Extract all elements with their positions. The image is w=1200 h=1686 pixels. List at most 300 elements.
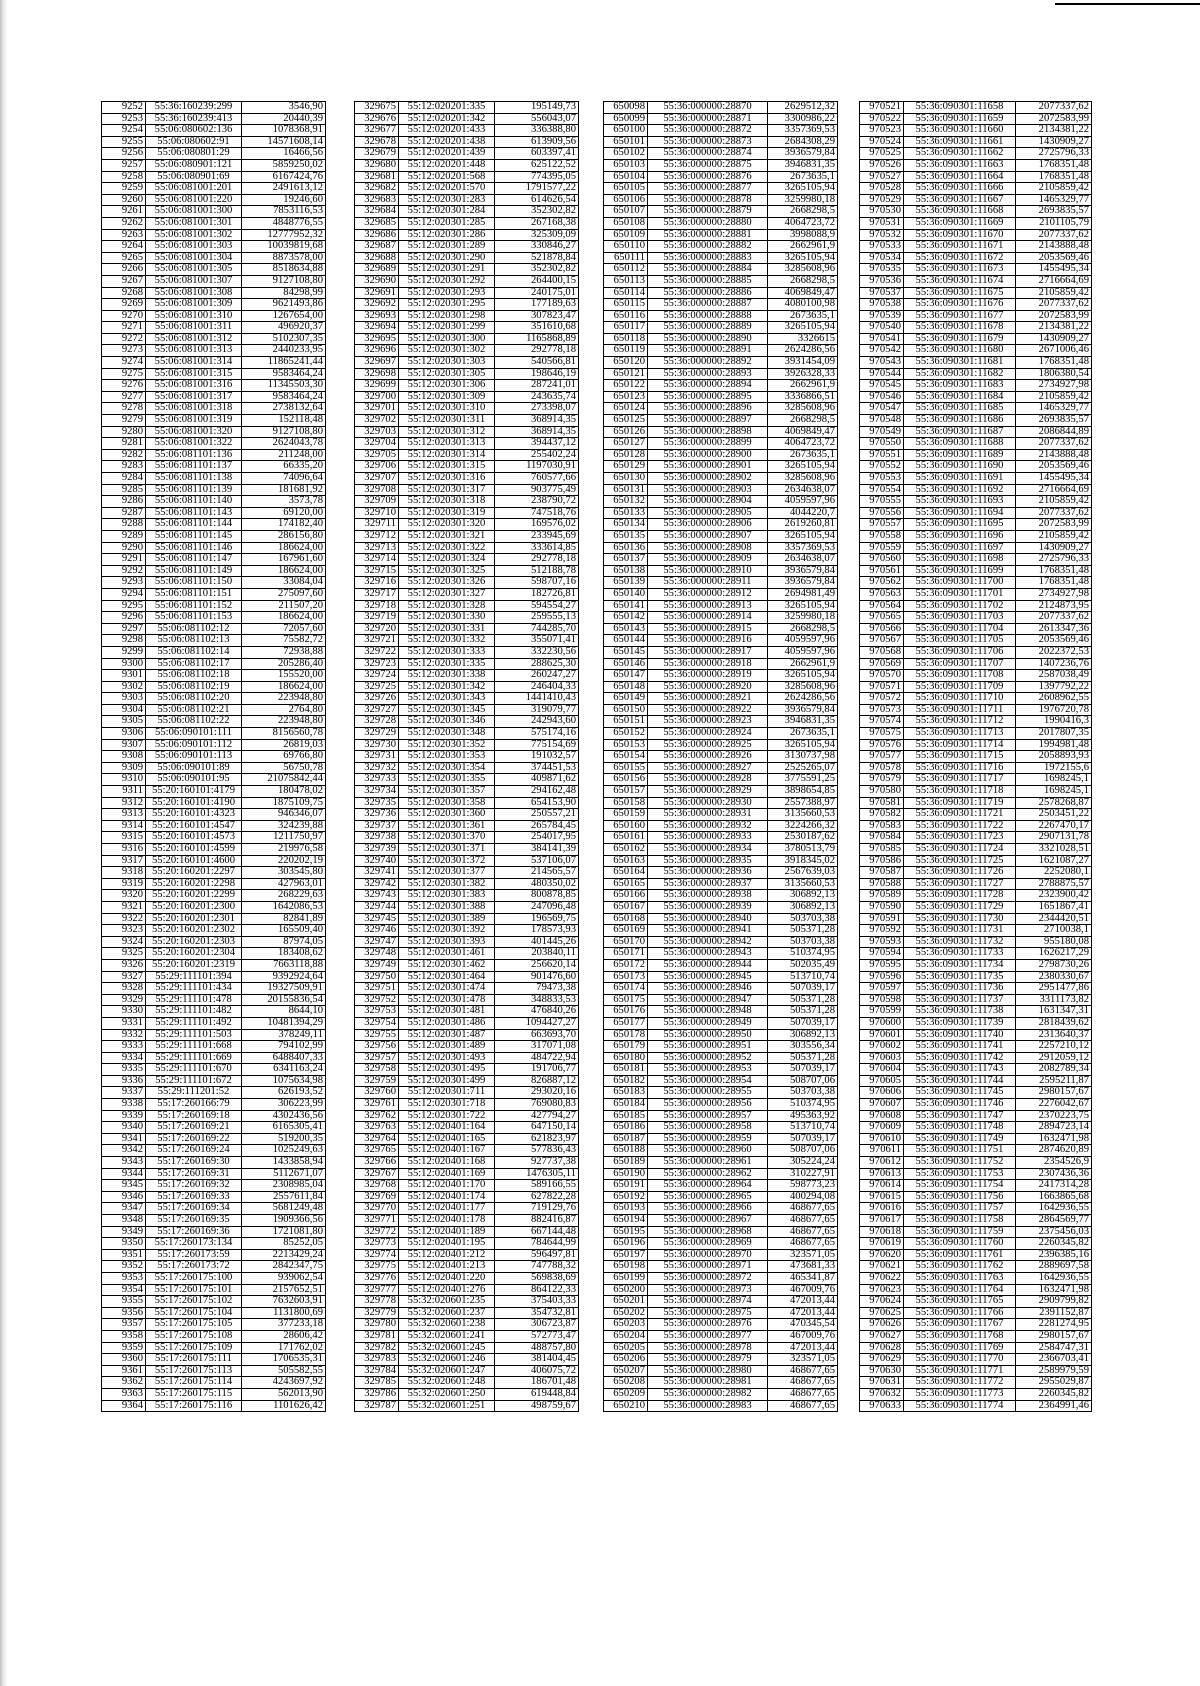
value-cell: 2072583,99	[1016, 113, 1092, 125]
cadastral-number-cell: 55:36:000000:28973	[648, 1284, 768, 1296]
table-row	[355, 530, 579, 542]
value-cell: 747788,32	[495, 1261, 579, 1273]
row-number-cell: 9324	[102, 936, 146, 948]
table-row	[604, 113, 838, 125]
cadastral-number-cell: 55:20:160101:4323	[146, 809, 242, 821]
value-cell: 275097,60	[242, 588, 326, 600]
row-number-cell: 9319	[102, 878, 146, 890]
table-row	[102, 959, 326, 971]
table-row	[102, 241, 326, 253]
row-number-cell: 970599	[860, 1006, 904, 1018]
cadastral-number-cell: 55:36:000000:28948	[648, 1006, 768, 1018]
value-cell: 794102,99	[242, 1041, 326, 1053]
value-cell: 268229,63	[242, 890, 326, 902]
value-cell: 1768351,48	[1016, 357, 1092, 369]
row-number-cell: 650104	[604, 171, 648, 183]
value-cell: 927737,38	[495, 1157, 579, 1169]
value-cell: 2082789,34	[1016, 1064, 1092, 1076]
cadastral-number-cell: 55:20:160201:2319	[146, 959, 242, 971]
value-cell: 2734927,98	[1016, 588, 1092, 600]
row-number-cell: 970577	[860, 751, 904, 763]
row-number-cell: 329677	[355, 125, 399, 137]
cadastral-number-cell: 55:12:020301:333	[399, 646, 495, 658]
table-row	[355, 577, 579, 589]
table-row	[102, 275, 326, 287]
cadastral-number-cell: 55:36:090301:11673	[904, 264, 1016, 276]
cadastral-number-cell: 55:36:090301:11766	[904, 1307, 1016, 1319]
cadastral-number-cell: 55:12:020301:299	[399, 322, 495, 334]
value-cell: 2894723,14	[1016, 1122, 1092, 1134]
cadastral-number-cell: 55:36:090301:11699	[904, 565, 1016, 577]
row-number-cell: 970555	[860, 496, 904, 508]
table-row	[102, 681, 326, 693]
table-row	[102, 658, 326, 670]
cadastral-number-cell: 55:36:000000:28911	[648, 577, 768, 589]
row-number-cell: 650173	[604, 971, 648, 983]
table-row	[604, 275, 838, 287]
row-number-cell: 9358	[102, 1330, 146, 1342]
value-cell: 2157652,51	[242, 1284, 326, 1296]
value-cell: 1976720,78	[1016, 704, 1092, 716]
value-cell: 211248,00	[242, 449, 326, 461]
row-number-cell: 329772	[355, 1226, 399, 1238]
value-cell: 354732,81	[495, 1307, 579, 1319]
table-row	[860, 1354, 1092, 1366]
table-row	[355, 635, 579, 647]
row-number-cell: 650195	[604, 1226, 648, 1238]
value-cell: 468677,65	[768, 1226, 838, 1238]
row-number-cell: 9296	[102, 612, 146, 624]
table-row	[604, 415, 838, 427]
table-row	[355, 1075, 579, 1087]
value-cell: 3780513,79	[768, 844, 838, 856]
cadastral-number-cell: 55:36:090301:11688	[904, 438, 1016, 450]
cadastral-number-cell: 55:29:111101:478	[146, 994, 242, 1006]
value-cell: 826887,12	[495, 1075, 579, 1087]
row-number-cell: 9320	[102, 890, 146, 902]
value-cell: 265784,45	[495, 820, 579, 832]
table-body	[102, 102, 326, 1412]
value-cell: 1455495,34	[1016, 264, 1092, 276]
row-number-cell: 650126	[604, 426, 648, 438]
table-row	[355, 1191, 579, 1203]
table-row	[102, 357, 326, 369]
cadastral-number-cell: 55:12:020301:462	[399, 959, 495, 971]
table-row	[604, 1006, 838, 1018]
table-row	[355, 1296, 579, 1308]
table-row	[604, 1157, 838, 1169]
value-cell: 8644,10	[242, 1006, 326, 1018]
table-row	[860, 1330, 1092, 1342]
value-cell: 2662961,9	[768, 658, 838, 670]
cadastral-number-cell: 55:17:260169:32	[146, 1180, 242, 1192]
top-rule	[1055, 3, 1200, 5]
cadastral-number-cell: 55:36:090301:11739	[904, 1017, 1016, 1029]
cadastral-number-cell: 55:36:000000:28978	[648, 1342, 768, 1354]
value-cell: 3265105,94	[768, 322, 838, 334]
cadastral-number-cell: 55:36:000000:28880	[648, 217, 768, 229]
value-cell: 2313640,37	[1016, 1029, 1092, 1041]
row-number-cell: 650160	[604, 820, 648, 832]
value-cell: 3357369,53	[768, 125, 838, 137]
row-number-cell: 650115	[604, 299, 648, 311]
value-cell: 2072583,99	[1016, 519, 1092, 531]
value-cell: 2634638,07	[768, 484, 838, 496]
row-number-cell: 970534	[860, 252, 904, 264]
row-number-cell: 9309	[102, 762, 146, 774]
row-number-cell: 970570	[860, 670, 904, 682]
value-cell: 2077337,62	[1016, 229, 1092, 241]
value-cell: 4243697,92	[242, 1377, 326, 1389]
cadastral-number-cell: 55:36:000000:28955	[648, 1087, 768, 1099]
value-cell: 1909366,56	[242, 1215, 326, 1227]
row-number-cell: 9307	[102, 739, 146, 751]
table-row	[860, 948, 1092, 960]
row-number-cell: 970591	[860, 913, 904, 925]
value-cell: 177189,63	[495, 299, 579, 311]
row-number-cell: 650194	[604, 1215, 648, 1227]
value-cell: 647150,14	[495, 1122, 579, 1134]
cadastral-number-cell: 55:36:000000:28929	[648, 786, 768, 798]
value-cell: 427963,01	[242, 878, 326, 890]
table-row	[860, 1272, 1092, 1284]
row-number-cell: 970522	[860, 113, 904, 125]
value-cell: 626193,52	[242, 1087, 326, 1099]
row-number-cell: 650108	[604, 217, 648, 229]
value-cell: 784644,99	[495, 1238, 579, 1250]
row-number-cell: 329785	[355, 1377, 399, 1389]
cadastral-number-cell: 55:12:020301:377	[399, 867, 495, 879]
row-number-cell: 329757	[355, 1052, 399, 1064]
table-row	[604, 948, 838, 960]
table-row	[604, 530, 838, 542]
table-row	[355, 751, 579, 763]
value-cell: 2668298,5	[768, 206, 838, 218]
table-row	[355, 704, 579, 716]
table-row	[355, 426, 579, 438]
table-row	[355, 1226, 579, 1238]
value-cell: 468677,65	[768, 1215, 838, 1227]
row-number-cell: 970529	[860, 194, 904, 206]
row-number-cell: 9253	[102, 113, 146, 125]
cadastral-number-cell: 55:36:000000:28938	[648, 890, 768, 902]
value-cell: 508707,06	[768, 1075, 838, 1087]
cadastral-number-cell: 55:36:090301:11685	[904, 403, 1016, 415]
value-cell: 2907131,78	[1016, 832, 1092, 844]
value-cell: 2124873,95	[1016, 600, 1092, 612]
table-row	[860, 959, 1092, 971]
cadastral-number-cell: 55:36:000000:28980	[648, 1365, 768, 1377]
table-row	[604, 693, 838, 705]
row-number-cell: 329760	[355, 1087, 399, 1099]
cadastral-number-cell: 55:36:000000:28951	[648, 1041, 768, 1053]
row-number-cell: 650188	[604, 1145, 648, 1157]
value-cell: 21075842,44	[242, 774, 326, 786]
value-cell: 2105859,42	[1016, 391, 1092, 403]
table-row	[355, 287, 579, 299]
value-cell: 2491613,12	[242, 183, 326, 195]
row-number-cell: 9360	[102, 1354, 146, 1366]
table-row	[102, 125, 326, 137]
row-number-cell: 650131	[604, 484, 648, 496]
row-number-cell: 329712	[355, 530, 399, 542]
row-number-cell: 970523	[860, 125, 904, 137]
cadastral-number-cell: 55:36:000000:28897	[648, 415, 768, 427]
cadastral-number-cell: 55:36:090301:11728	[904, 890, 1016, 902]
table-row	[102, 159, 326, 171]
table-row	[355, 681, 579, 693]
cadastral-number-cell: 55:36:090301:11742	[904, 1052, 1016, 1064]
cadastral-number-cell: 55:36:000000:28946	[648, 983, 768, 995]
table-row	[860, 113, 1092, 125]
value-cell: 186624,00	[242, 565, 326, 577]
table-row	[355, 623, 579, 635]
cadastral-number-cell: 55:12:020301:328	[399, 600, 495, 612]
cadastral-number-cell: 55:36:000000:28879	[648, 206, 768, 218]
cadastral-number-cell: 55:12:020301:314	[399, 449, 495, 461]
row-number-cell: 970586	[860, 855, 904, 867]
row-number-cell: 329675	[355, 102, 399, 114]
row-number-cell: 329780	[355, 1319, 399, 1331]
value-cell: 5681249,48	[242, 1203, 326, 1215]
value-cell: 183408,62	[242, 948, 326, 960]
row-number-cell: 650106	[604, 194, 648, 206]
value-cell: 2567639,03	[768, 867, 838, 879]
value-cell: 324239,88	[242, 820, 326, 832]
value-cell: 747518,76	[495, 507, 579, 519]
table-row	[860, 299, 1092, 311]
row-number-cell: 329752	[355, 994, 399, 1006]
row-number-cell: 9350	[102, 1238, 146, 1250]
row-number-cell: 9337	[102, 1087, 146, 1099]
cadastral-number-cell: 55:20:160101:4190	[146, 797, 242, 809]
row-number-cell: 970620	[860, 1249, 904, 1261]
row-number-cell: 970616	[860, 1203, 904, 1215]
cadastral-number-cell: 55:36:000000:28960	[648, 1145, 768, 1157]
row-number-cell: 970631	[860, 1377, 904, 1389]
table-row	[604, 646, 838, 658]
row-number-cell: 329753	[355, 1006, 399, 1018]
table-row	[102, 774, 326, 786]
value-cell: 223948,80	[242, 716, 326, 728]
cadastral-number-cell: 55:36:000000:28905	[648, 507, 768, 519]
table-row	[604, 809, 838, 821]
row-number-cell: 9355	[102, 1296, 146, 1308]
cadastral-number-cell: 55:36:000000:28913	[648, 600, 768, 612]
table-row	[604, 333, 838, 345]
row-number-cell: 650185	[604, 1110, 648, 1122]
value-cell: 1197030,91	[495, 461, 579, 473]
table-body	[604, 102, 838, 1412]
row-number-cell: 329779	[355, 1307, 399, 1319]
row-number-cell: 650112	[604, 264, 648, 276]
cadastral-number-cell: 55:06:080602:91	[146, 136, 242, 148]
row-number-cell: 329748	[355, 948, 399, 960]
row-number-cell: 970531	[860, 217, 904, 229]
row-number-cell: 9331	[102, 1017, 146, 1029]
row-number-cell: 970597	[860, 983, 904, 995]
row-number-cell: 329758	[355, 1064, 399, 1076]
cadastral-number-cell: 55:36:090301:11727	[904, 878, 1016, 890]
table-row	[860, 1110, 1092, 1122]
row-number-cell: 329733	[355, 774, 399, 786]
cadastral-number-cell: 55:36:000000:28902	[648, 473, 768, 485]
cadastral-number-cell: 55:36:090301:11732	[904, 936, 1016, 948]
table-row	[604, 403, 838, 415]
row-number-cell: 970527	[860, 171, 904, 183]
table-row	[355, 1087, 579, 1099]
value-cell: 2557388,97	[768, 797, 838, 809]
cadastral-number-cell: 55:36:090301:11724	[904, 844, 1016, 856]
row-number-cell: 650206	[604, 1354, 648, 1366]
row-number-cell: 650161	[604, 832, 648, 844]
table-row	[102, 646, 326, 658]
value-cell: 242943,60	[495, 716, 579, 728]
row-number-cell: 9257	[102, 159, 146, 171]
cadastral-number-cell: 55:12:020401:276	[399, 1284, 495, 1296]
cadastral-number-cell: 55:06:081001:319	[146, 415, 242, 427]
value-cell: 2143888,48	[1016, 241, 1092, 253]
cadastral-number-cell: 55:06:081101:143	[146, 507, 242, 519]
cadastral-number-cell: 55:36:000000:28972	[648, 1272, 768, 1284]
cadastral-number-cell: 55:12:020401:178	[399, 1215, 495, 1227]
cadastral-number-cell: 55:12:020301:286	[399, 229, 495, 241]
table-row	[860, 1284, 1092, 1296]
row-number-cell: 9312	[102, 797, 146, 809]
value-cell: 594554,27	[495, 600, 579, 612]
row-number-cell: 970596	[860, 971, 904, 983]
value-cell: 4302436,56	[242, 1110, 326, 1122]
table-row	[604, 751, 838, 763]
row-number-cell: 9290	[102, 542, 146, 554]
table-row	[604, 1052, 838, 1064]
row-number-cell: 329685	[355, 217, 399, 229]
value-cell: 3931454,09	[768, 357, 838, 369]
row-number-cell: 970617	[860, 1215, 904, 1227]
cadastral-number-cell: 55:20:160201:2297	[146, 867, 242, 879]
table-row	[604, 704, 838, 716]
scan-edge-shadow	[0, 0, 8, 1686]
cadastral-number-cell: 55:06:081001:320	[146, 426, 242, 438]
cadastral-number-cell: 55:36:090301:11682	[904, 368, 1016, 380]
table-row	[604, 1377, 838, 1389]
table-row	[604, 496, 838, 508]
row-number-cell: 650203	[604, 1319, 648, 1331]
table-row	[860, 809, 1092, 821]
value-cell: 569838,69	[495, 1272, 579, 1284]
table-row	[102, 380, 326, 392]
table-row	[102, 183, 326, 195]
row-number-cell: 970583	[860, 820, 904, 832]
table-row	[860, 438, 1092, 450]
cadastral-number-cell: 55:36:090301:11734	[904, 959, 1016, 971]
value-cell: 2260345,82	[1016, 1238, 1092, 1250]
table-row	[102, 867, 326, 879]
table-row	[860, 1203, 1092, 1215]
value-cell: 598707,16	[495, 577, 579, 589]
row-number-cell: 329763	[355, 1122, 399, 1134]
value-cell: 2364991,46	[1016, 1400, 1092, 1412]
table-row	[355, 739, 579, 751]
table-row	[355, 113, 579, 125]
table-row	[102, 577, 326, 589]
cadastral-number-cell: 55:12:020301:495	[399, 1064, 495, 1076]
value-cell: 577836,43	[495, 1145, 579, 1157]
table-row	[355, 299, 579, 311]
cadastral-number-cell: 55:36:160239:299	[146, 102, 242, 114]
cadastral-number-cell: 55:36:000000:28962	[648, 1168, 768, 1180]
table-row	[102, 345, 326, 357]
table-row	[604, 1168, 838, 1180]
row-number-cell: 970627	[860, 1330, 904, 1342]
value-cell: 191706,77	[495, 1064, 579, 1076]
cadastral-number-cell: 55:06:081102:17	[146, 658, 242, 670]
value-cell: 465341,87	[768, 1272, 838, 1284]
table-row	[604, 878, 838, 890]
row-number-cell: 9327	[102, 971, 146, 983]
row-number-cell: 650172	[604, 959, 648, 971]
cadastral-number-cell: 55:12:020301:321	[399, 530, 495, 542]
table-row	[860, 217, 1092, 229]
table-row	[860, 774, 1092, 786]
table-row	[860, 473, 1092, 485]
value-cell: 572773,47	[495, 1330, 579, 1342]
table-row	[860, 1041, 1092, 1053]
table-row	[604, 241, 838, 253]
value-cell: 2053569,46	[1016, 461, 1092, 473]
table-row	[860, 252, 1092, 264]
cadastral-number-cell: 55:36:090301:11701	[904, 588, 1016, 600]
value-cell: 2912059,12	[1016, 1052, 1092, 1064]
cadastral-number-cell: 55:12:020301:382	[399, 878, 495, 890]
cadastral-number-cell: 55:36:090301:11666	[904, 183, 1016, 195]
table-row	[102, 1365, 326, 1377]
table-row	[102, 670, 326, 682]
row-number-cell: 650204	[604, 1330, 648, 1342]
row-number-cell: 970628	[860, 1342, 904, 1354]
cadastral-number-cell: 55:12:020301:348	[399, 728, 495, 740]
cadastral-number-cell: 55:36:090301:11723	[904, 832, 1016, 844]
value-cell: 625122,52	[495, 159, 579, 171]
cadastral-number-cell: 55:36:090301:11716	[904, 762, 1016, 774]
value-cell: 394437,12	[495, 438, 579, 450]
cadastral-number-cell: 55:36:000000:28964	[648, 1180, 768, 1192]
cadastral-number-cell: 55:12:020201:433	[399, 125, 495, 137]
row-number-cell: 970557	[860, 519, 904, 531]
row-number-cell: 329694	[355, 322, 399, 334]
row-number-cell: 9353	[102, 1272, 146, 1284]
table-row	[860, 1006, 1092, 1018]
cadastral-number-cell: 55:12:020301:393	[399, 936, 495, 948]
cadastral-number-cell: 55:36:000000:28982	[648, 1388, 768, 1400]
value-cell: 502035,49	[768, 959, 838, 971]
row-number-cell: 970579	[860, 774, 904, 786]
row-number-cell: 650200	[604, 1284, 648, 1296]
table-row	[860, 1238, 1092, 1250]
value-cell: 468677,65	[768, 1203, 838, 1215]
row-number-cell: 970592	[860, 925, 904, 937]
value-cell: 2684308,29	[768, 136, 838, 148]
table-row	[860, 670, 1092, 682]
cadastral-number-cell: 55:36:000000:28970	[648, 1249, 768, 1261]
table-row	[604, 565, 838, 577]
cadastral-number-cell: 55:12:020301:312	[399, 426, 495, 438]
row-number-cell: 970572	[860, 693, 904, 705]
cadastral-number-cell: 55:36:000000:28922	[648, 704, 768, 716]
cadastral-number-cell: 55:12:020201:335	[399, 102, 495, 114]
value-cell: 468677,65	[768, 1365, 838, 1377]
table-row	[860, 159, 1092, 171]
